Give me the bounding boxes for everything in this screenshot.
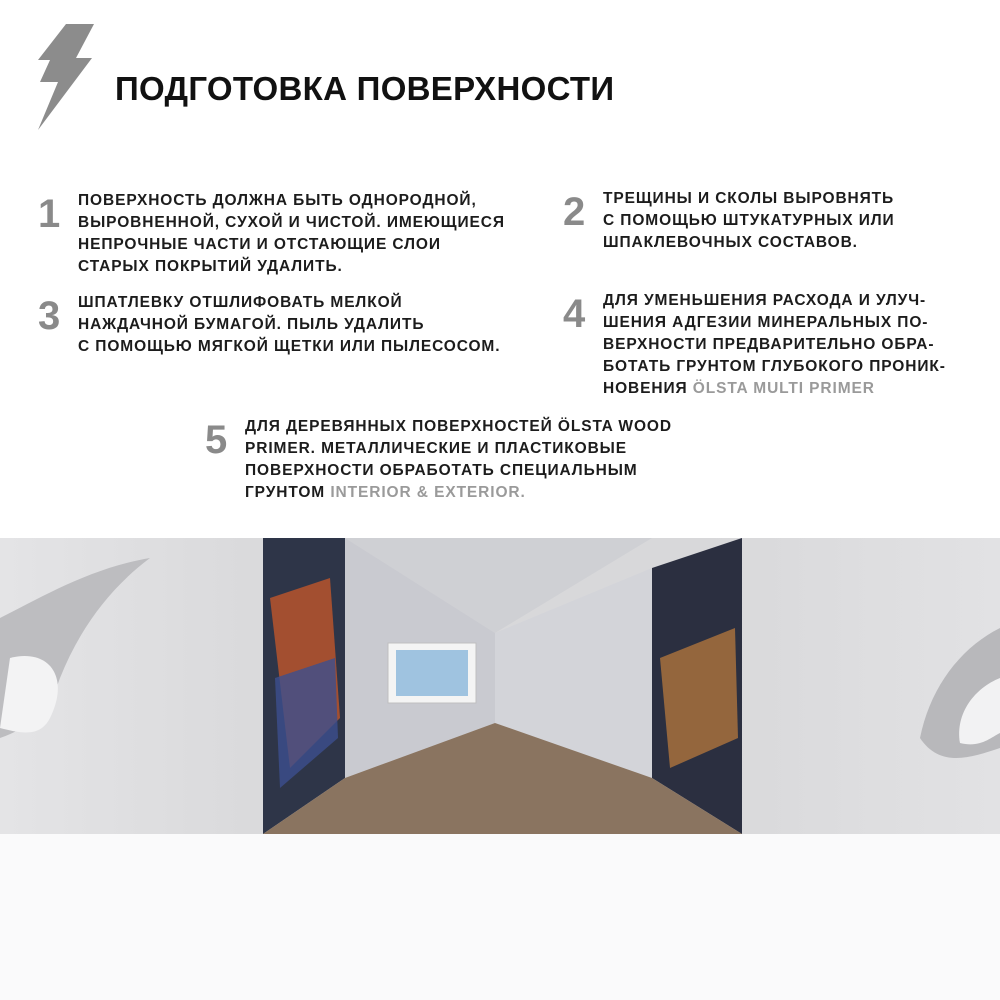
step-text: ШПАТЛЕВКУ ОТШЛИФОВАТЬ МЕЛКОЙ НАЖДАЧНОЙ БУМАГОЙ. ПЫЛЬ УДАЛИТЬ С ПОМОЩЬЮ МЯГКОЙ ЩЕТКИ ИЛИ ПЫЛЕСОСОМ. — [78, 294, 501, 355]
step-number: 3 — [38, 294, 61, 338]
bottom-area — [0, 834, 1000, 1000]
paint-splash-left — [0, 558, 150, 738]
step-1 — [38, 190, 505, 278]
step-3 — [38, 292, 500, 358]
lightning-icon — [36, 24, 96, 130]
step-text: ДЛЯ УМЕНЬШЕНИЯ РАСХОДА И УЛУЧ- ШЕНИЯ АДГЕЗИИ МИНЕРАЛЬНЫХ ПО- ВЕРХНОСТИ ПРЕДВАРИТЕЛЬНО ОБРА- БОТАТЬ ГРУНТОМ ГЛУБОКОГО ПРОНИК- НОВЕНИЯ — [603, 292, 946, 397]
product-name: ÖLSTA MULTI PRIMER — [692, 380, 875, 397]
product-name: INTERIOR & EXTERIOR. — [330, 484, 526, 501]
step-text: ТРЕЩИНЫ И СКОЛЫ ВЫРОВНЯТЬ С ПОМОЩЬЮ ШТУКАТУРНЫХ ИЛИ ШПАКЛЕВОЧНЫХ СОСТАВОВ. — [603, 190, 895, 251]
paint-splash-right — [920, 628, 1000, 758]
page-title: ПОДГОТОВКА ПОВЕРХНОСТИ — [115, 70, 615, 107]
room-illustration — [0, 538, 1000, 834]
step-number: 4 — [563, 292, 586, 336]
step-number: 5 — [205, 418, 228, 462]
step-number: 1 — [38, 192, 61, 236]
step-4 — [563, 290, 946, 400]
step-text: ПОВЕРХНОСТЬ ДОЛЖНА БЫТЬ ОДНОРОДНОЙ, ВЫРОВНЕННОЙ, СУХОЙ И ЧИСТОЙ. ИМЕЮЩИЕСЯ НЕПРОЧНЫЕ ЧАСТИ И ОТСТАЮЩИЕ СЛОИ СТАРЫХ ПОКРЫТИЙ УДАЛИТЬ. — [78, 192, 505, 275]
step-text: ДЛЯ ДЕРЕВЯННЫХ ПОВЕРХНОСТЕЙ ÖLSTA WOOD PRIMER. МЕТАЛЛИЧЕСКИЕ И ПЛАСТИКОВЫЕ ПОВЕРХНОСТИ ОБРАБОТАТЬ СПЕЦИАЛЬНЫМ ГРУНТОМ — [245, 418, 672, 501]
step-number: 2 — [563, 190, 586, 234]
step-2 — [563, 188, 895, 254]
step-5 — [205, 416, 672, 504]
